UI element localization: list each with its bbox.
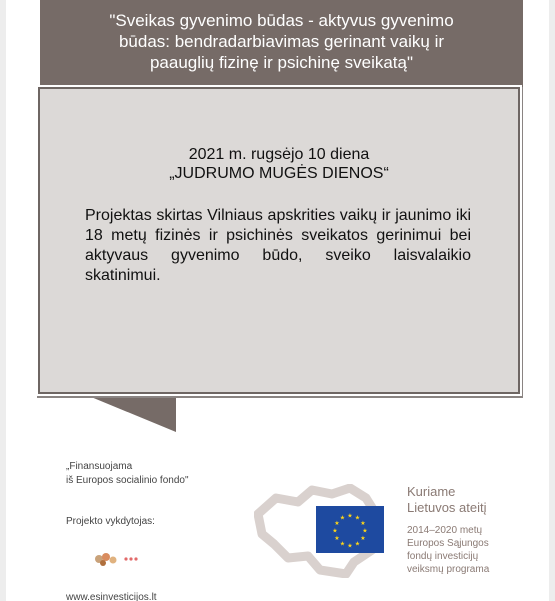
slogan-line-2: Lietuvos ateitį xyxy=(407,500,487,515)
slogan-line-1: Kuriame xyxy=(407,484,456,499)
event-title: „JUDRUMO MUGĖS DIENOS“ xyxy=(169,165,389,182)
svg-text:★: ★ xyxy=(354,540,361,548)
financing-note xyxy=(66,460,189,488)
project-title-line-1: "Sveikas gyvenimo būdas - aktyvus gyvenimo xyxy=(109,11,454,30)
svg-text:★: ★ xyxy=(362,527,368,535)
program-line-3: fondų investicijų xyxy=(407,551,479,562)
website-link[interactable]: www.esinvesticijos.lt xyxy=(66,592,157,601)
financing-note-line-1: „Finansuojama xyxy=(66,461,133,472)
event-description: Projektas skirtas Vilniaus apskrities vaikų ir jaunimo iki 18 metų fizinės ir psichinės sveikatos gerinimui bei aktyvaus gyvenimo būdo, sveiko laisvalaikio skatinimui. xyxy=(85,207,471,284)
executor-label: Projekto vykdytojas: xyxy=(66,516,155,527)
program-line-1: 2014–2020 metų xyxy=(407,525,483,536)
svg-text:★: ★ xyxy=(360,520,366,528)
project-title-line-2: būdas: bendradarbiavimas gerinant vaikų ir xyxy=(118,32,445,51)
project-title xyxy=(40,10,523,73)
svg-text:★: ★ xyxy=(332,527,338,535)
svg-text:★: ★ xyxy=(347,512,353,520)
organization-logo-icon xyxy=(93,550,147,568)
slogan xyxy=(407,484,487,516)
program-line-2: Europos Sąjungos xyxy=(407,538,489,549)
document-page xyxy=(6,0,549,601)
svg-text:★: ★ xyxy=(360,535,366,543)
financing-note-line-2: iš Europos socialinio fondo" xyxy=(66,475,189,486)
program-line-4: veiksmų programa xyxy=(407,564,490,575)
eu-flag-icon xyxy=(316,506,384,553)
svg-text:★: ★ xyxy=(339,540,346,548)
project-title-line-3: paauglių fizinę ir psichinę sveikatą" xyxy=(149,53,414,72)
svg-text:★: ★ xyxy=(334,535,340,543)
svg-text:★: ★ xyxy=(339,514,346,522)
svg-text:★: ★ xyxy=(334,520,340,528)
event-box xyxy=(38,87,520,394)
program-name xyxy=(407,524,489,576)
event-date: 2021 m. rugsėjo 10 diena xyxy=(188,146,370,163)
svg-text:★: ★ xyxy=(354,514,361,522)
svg-text:★: ★ xyxy=(347,542,353,550)
